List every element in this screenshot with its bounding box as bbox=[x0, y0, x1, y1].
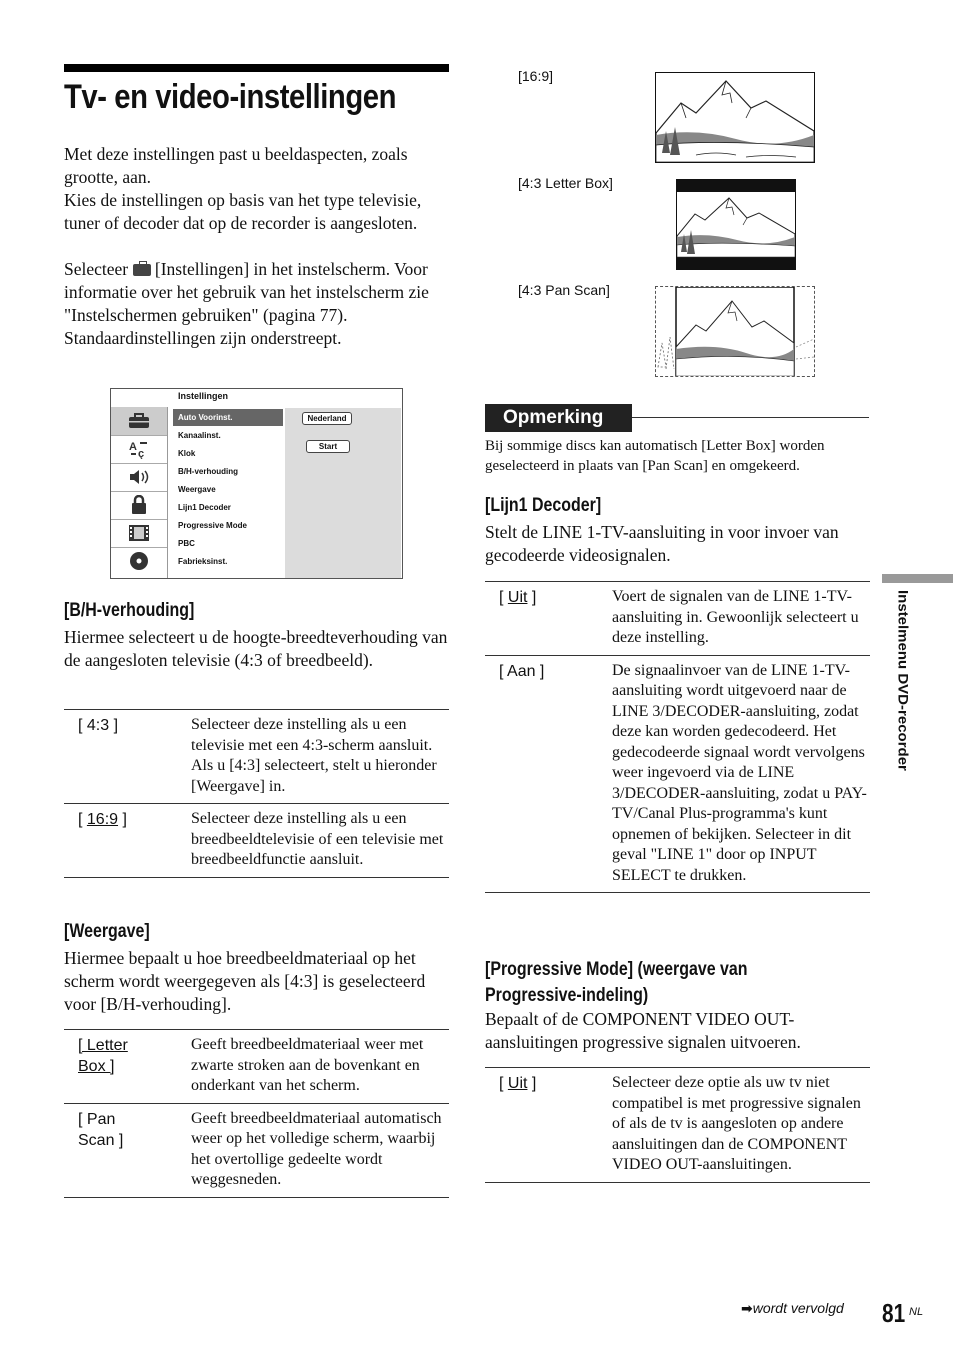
svg-text:ç: ç bbox=[138, 448, 145, 459]
menu-item[interactable]: Auto Voorinst. bbox=[173, 409, 283, 426]
intro-text-3a: Selecteer bbox=[64, 259, 129, 279]
weergave-heading: [Weergave] bbox=[64, 921, 150, 942]
progressive-options-table bbox=[485, 1067, 870, 1183]
page-title: Tv- en video-instellingen bbox=[64, 78, 397, 116]
section-tab bbox=[882, 574, 953, 583]
continued-note bbox=[741, 1300, 844, 1317]
progressive-heading-line2: Progressive-indeling) bbox=[485, 985, 649, 1006]
note-text: Bij sommige discs kan automatisch [Letter Box] worden geselecteerd in plaats van [Pan Scan] en omgekeerd. bbox=[485, 438, 825, 474]
progressive-heading-line1: [Progressive Mode] (weergave van bbox=[485, 959, 748, 980]
toolbox-icon bbox=[133, 264, 151, 276]
table-row bbox=[64, 1030, 449, 1104]
lijn1-heading: [Lijn1 Decoder] bbox=[485, 495, 602, 516]
toolbox-icon bbox=[111, 407, 167, 436]
menu-item[interactable]: Kanaalinst. bbox=[178, 431, 221, 440]
option-key: [ Uit ] bbox=[499, 1075, 537, 1092]
arrow-right-icon: ➡ bbox=[741, 1300, 753, 1316]
option-key: [ Letter Box ] bbox=[78, 1037, 128, 1075]
language-value-button[interactable]: Nederland bbox=[302, 412, 352, 425]
intro-text-2: Kies de instellingen op basis van het type televisie, tuner of decoder dat op de recorder is aangesloten. bbox=[64, 190, 422, 233]
option-description: Geeft breedbeeldmateriaal automatisch weer op het volledige scherm, waarbij het overtollige gedeelte wordt weggesneden. bbox=[191, 1109, 442, 1188]
weergave-description: Hiermee bepaalt u hoe breedbeeldmateriaal op het scherm wordt weergegeven als [4:3] is geselecteerd voor [B/H-verhouding]. bbox=[64, 948, 426, 1014]
intro bbox=[64, 143, 454, 350]
option-key: [ 4:3 ] bbox=[78, 717, 119, 734]
menu-item[interactable]: Lijn1 Decoder bbox=[178, 503, 231, 512]
menu-item[interactable]: Progressive Mode bbox=[178, 521, 247, 530]
table-row bbox=[485, 582, 870, 656]
menu-item[interactable]: Fabrieksinst. bbox=[178, 557, 228, 566]
menu-item[interactable]: Weergave bbox=[178, 485, 216, 494]
table-row bbox=[485, 1068, 870, 1183]
intro-paragraph-2 bbox=[64, 258, 454, 350]
table-row bbox=[64, 804, 449, 878]
weergave-options-table bbox=[64, 1029, 449, 1198]
option-description: Geeft breedbeeldmateriaal weer met zwarte stroken aan de bovenkant en onderkant van het scherm. bbox=[191, 1036, 424, 1094]
section-label: Instelmenu DVD-recorder bbox=[894, 590, 911, 771]
note-rule bbox=[632, 417, 869, 418]
title-rule bbox=[64, 64, 449, 72]
bh-options-table bbox=[64, 709, 449, 878]
continued-text: wordt vervolgd bbox=[752, 1300, 844, 1316]
option-description: De signaalinvoer van de LINE 1-TV-aansluiting wordt uitgevoerd naar de LINE 3/DECODER-aansluiting, zodat deze kan worden gedecodeerd. Het gedecodeerde signaal wordt vervolgens weer ingevoerd via de LINE 3/DECODER-aansluiting, zodat u PAY-TV/Canal Plus-programma's kunt opnemen of bekijken. Selecteer in dit geval "LINE 1" door op INPUT SELECT te drukken. bbox=[612, 661, 867, 884]
option-description: Selecteer deze instelling als u een televisie met een 4:3-scherm aansluit. Als u [4:3] selecteert, stelt u hieronder [Weergave] in. bbox=[191, 716, 437, 795]
intro-text-1: Met deze instellingen past u beeldaspecten, zoals grootte, aan. bbox=[64, 144, 408, 187]
option-key: [ 16:9 ] bbox=[78, 811, 127, 828]
option-key: [ Uit ] bbox=[499, 589, 537, 606]
table-row bbox=[485, 655, 870, 893]
intro-text-3b: [Instellingen] in het instelscherm. Voor informatie over het gebruik van het instelscherm zie "Instelschermen gebruiken" (pagina 77). Standaardinstellingen zijn onderstreept. bbox=[64, 259, 429, 348]
speaker-icon bbox=[111, 463, 167, 492]
option-description: Selecteer deze optie als uw tv niet compatibel is met progressive signalen of als de tv is aangesloten op andere aansluitingen dan de COMPONENT VIDEO OUT-aansluitingen. bbox=[612, 1074, 861, 1173]
bh-heading: [B/H-verhouding] bbox=[64, 600, 195, 621]
page-number: 81 bbox=[882, 1298, 906, 1328]
table-row bbox=[64, 1103, 449, 1197]
settings-menu-screenshot bbox=[110, 388, 403, 579]
start-button[interactable]: Start bbox=[306, 440, 350, 453]
progressive-heading bbox=[485, 957, 748, 1009]
menu-item-list bbox=[173, 409, 285, 577]
lijn1-options-table bbox=[485, 581, 870, 893]
landscape-16-9-image bbox=[655, 72, 815, 163]
menu-icon-column bbox=[111, 407, 168, 578]
note-badge: Opmerking bbox=[485, 404, 632, 432]
progressive-description: Bepaalt of de COMPONENT VIDEO OUT-aansluitingen progressive signalen uitvoeren. bbox=[485, 1009, 801, 1052]
page-language: NL bbox=[909, 1306, 924, 1318]
menu-item[interactable]: Klok bbox=[178, 449, 196, 458]
svg-text:A: A bbox=[129, 441, 137, 453]
image-label-panscan: [4:3 Pan Scan] bbox=[518, 282, 610, 298]
image-label-16-9: [16:9] bbox=[518, 68, 554, 84]
option-description: Voert de signalen van de LINE 1-TV-aansluiting in. Gewoonlijk selecteert u deze instelling. bbox=[612, 588, 859, 646]
option-key: [ Pan Scan ] bbox=[78, 1110, 124, 1149]
menu-item[interactable]: B/H-verhouding bbox=[178, 467, 238, 476]
option-description: Selecteer deze instelling als u een breedbeeldtelevisie of een televisie met breedbeeldfunctie aansluit. bbox=[191, 810, 444, 868]
bh-description: Hiermee selecteert u de hoogte-breedteverhouding van de aangesloten televisie (4:3 of breedbeeld). bbox=[64, 627, 448, 670]
landscape-letterbox-image bbox=[676, 179, 796, 270]
option-key: [ Aan ] bbox=[499, 662, 545, 680]
language-icon bbox=[111, 435, 167, 464]
film-icon bbox=[111, 519, 167, 548]
disc-icon bbox=[111, 547, 167, 575]
lock-icon bbox=[111, 491, 167, 520]
lijn1-description: Stelt de LINE 1-TV-aansluiting in voor invoer van gecodeerde videosignalen. bbox=[485, 522, 839, 565]
menu-title: Instellingen bbox=[178, 391, 229, 401]
image-label-letterbox: [4:3 Letter Box] bbox=[518, 175, 613, 191]
menu-value-panel bbox=[285, 408, 401, 578]
intro-paragraph bbox=[64, 143, 454, 235]
landscape-panscan-image bbox=[655, 286, 815, 377]
table-row bbox=[64, 710, 449, 804]
menu-item[interactable]: PBC bbox=[178, 539, 195, 548]
